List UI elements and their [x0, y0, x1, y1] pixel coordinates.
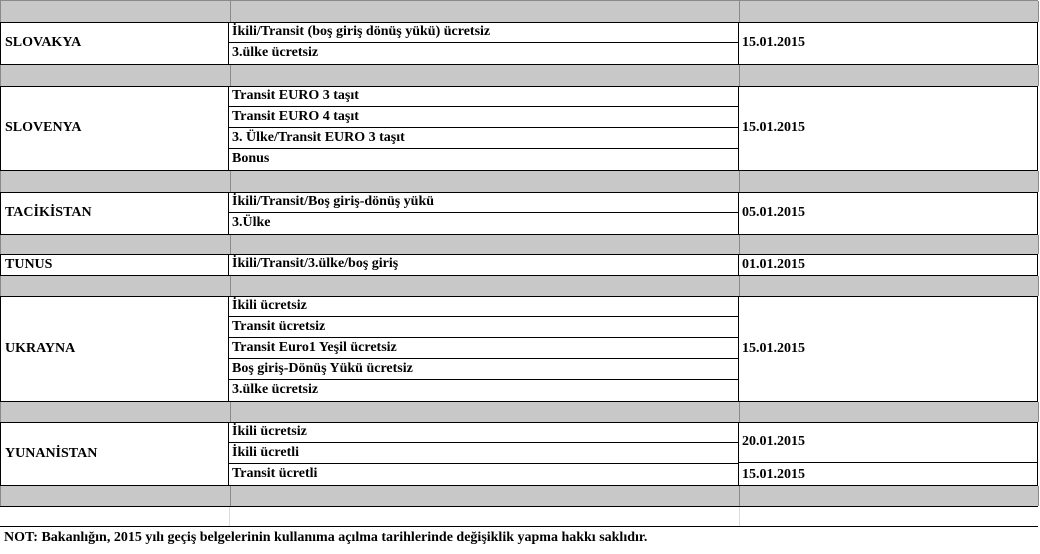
separator-row [0, 235, 1038, 255]
date-cell [739, 254, 1038, 275]
date-cell [739, 192, 1038, 234]
permit-types-cell [229, 192, 739, 234]
permit-type: 3.ülke ücretsiz [232, 382, 319, 397]
country-row-ukrayna [0, 296, 1038, 402]
country-cell: TACİKİSTAN [0, 192, 229, 234]
permit-type: Transit EURO 4 taşıt [229, 107, 738, 128]
country-cell: YUNANİSTAN [0, 422, 229, 485]
date-cell [739, 22, 1038, 64]
permit-type: İkili ücretsiz [229, 296, 738, 317]
permit-type: İkili/Transit (boş giriş dönüş yükü) ücretsiz [229, 22, 738, 43]
date-cell [739, 422, 1038, 485]
permit-type: Transit ücretsiz [229, 317, 738, 338]
country-cell: TUNUS [0, 254, 229, 275]
date-cell [739, 296, 1038, 401]
permit-type: 3. Ülke/Transit EURO 3 taşıt [229, 128, 738, 149]
country-cell: SLOVAKYA [0, 22, 229, 64]
permit-type: İkili/Transit/Boş giriş-dönüş yükü [229, 192, 738, 213]
date-cell [739, 86, 1038, 170]
permit-type: Boş giriş-Dönüş Yükü ücretsiz [229, 359, 738, 380]
date-value: 01.01.2015 [742, 256, 805, 272]
separator-row [0, 402, 1038, 423]
separator-row [0, 171, 1038, 193]
country-row-slovakya [0, 22, 1038, 65]
country-row-yunanistan [0, 422, 1038, 486]
date-value: 15.01.2015 [742, 340, 805, 356]
footnote: NOT: Bakanlığın, 2015 yılı geçiş belgelerinin kullanıma açılma tarihlerinde değişiklik yapma hakkı saklıdır. [4, 530, 648, 545]
permit-type: İkili ücretsiz [229, 422, 738, 443]
permit-type: Transit Euro1 Yeşil ücretsiz [229, 338, 738, 359]
permit-type: Transit EURO 3 taşıt [229, 86, 738, 107]
country-row-tacikistan [0, 192, 1038, 235]
permit-type: 3.ülke ücretsiz [232, 45, 319, 60]
permit-types-cell [229, 22, 739, 64]
permit-type: Transit ücretli [232, 466, 318, 481]
country-row-slovenya [0, 86, 1038, 171]
separator-row [0, 276, 1038, 297]
permit-type: 3.Ülke [232, 215, 271, 230]
country-cell: UKRAYNA [0, 296, 229, 401]
country-cell: SLOVENYA [0, 86, 229, 170]
permit-types-cell [229, 254, 739, 275]
date-value: 05.01.2015 [742, 205, 805, 220]
separator-row [0, 1, 1038, 23]
separator-row [0, 65, 1038, 87]
date-value: 15.01.2015 [742, 466, 805, 482]
permit-types-cell [229, 296, 739, 401]
permit-type: İkili ücretli [229, 443, 738, 464]
permit-type: İkili/Transit/3.ülke/boş giriş [232, 256, 399, 271]
date-value: 15.01.2015 [742, 35, 805, 50]
separator-row [0, 486, 1038, 507]
empty-row [0, 507, 1038, 527]
permit-types-cell [229, 422, 739, 485]
country-row-tunus [0, 254, 1038, 276]
permit-types-cell [229, 86, 739, 170]
date-value: 15.01.2015 [742, 120, 805, 135]
permit-type: Bonus [232, 151, 270, 166]
date-value: 20.01.2015 [739, 422, 1037, 463]
